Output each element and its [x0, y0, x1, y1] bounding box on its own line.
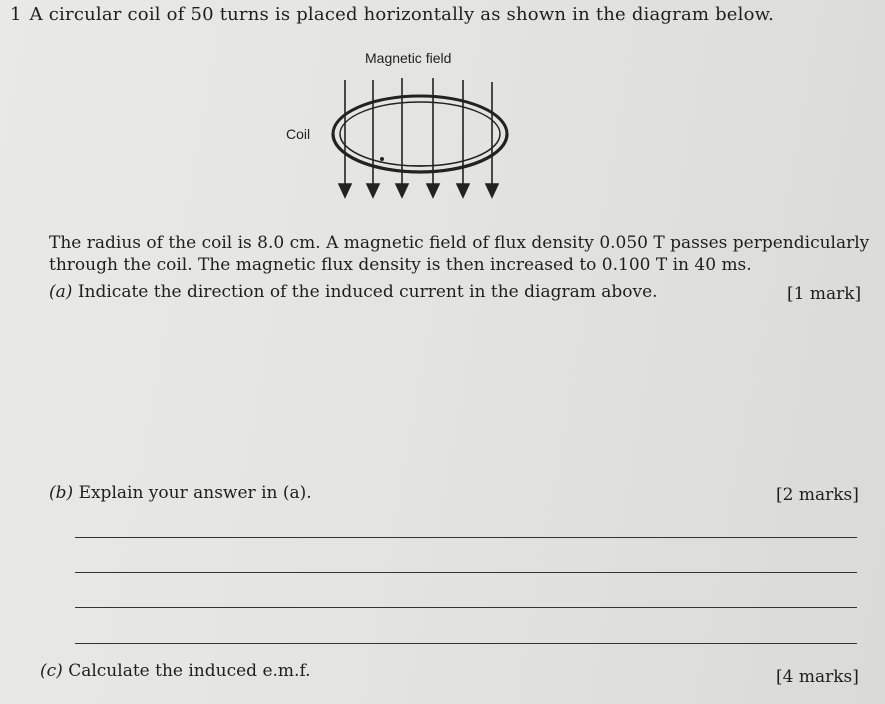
part-b-marks: [2 marks] [776, 485, 859, 505]
field-arrow-icon [486, 184, 498, 197]
field-arrow-icon [367, 184, 379, 197]
question-number: 1 [10, 4, 22, 25]
magnetic-field-label: Magnetic field [365, 50, 452, 66]
part-a-marks: [1 mark] [787, 284, 862, 304]
part-c-letter: (c) [40, 661, 63, 681]
part-b-text: Explain your answer in (a). [78, 483, 312, 503]
part-a-letter: (a) [49, 282, 73, 302]
part-b-letter: (b) [49, 483, 74, 503]
answer-line[interactable] [75, 643, 857, 644]
field-arrow-icon [396, 184, 408, 197]
statement-line-1: The radius of the coil is 8.0 cm. A magnetic field of flux density 0.050 T passes perpendicularly [49, 233, 870, 253]
answer-line[interactable] [75, 607, 857, 608]
statement-line-2: through the coil. The magnetic flux density is then increased to 0.100 T in 40 ms. [49, 255, 752, 275]
coil-front-inner [340, 134, 500, 166]
part-c [40, 661, 311, 681]
field-arrow-icon [427, 184, 439, 197]
coil-label: Coil [286, 126, 311, 142]
question-heading [10, 4, 774, 25]
answer-line[interactable] [75, 537, 857, 538]
part-b [49, 483, 312, 503]
coil-diagram [270, 42, 530, 212]
part-c-text: Calculate the induced e.m.f. [68, 661, 311, 681]
field-arrow-icon [339, 184, 351, 197]
question-intro: A circular coil of 50 turns is placed horizontally as shown in the diagram below. [29, 4, 775, 25]
part-a [49, 282, 658, 302]
field-arrow-icon [457, 184, 469, 197]
answer-line[interactable] [75, 572, 857, 573]
part-c-marks: [4 marks] [776, 667, 859, 687]
coil-mark [380, 157, 384, 161]
part-a-text: Indicate the direction of the induced current in the diagram above. [77, 282, 658, 302]
problem-statement [49, 232, 879, 276]
